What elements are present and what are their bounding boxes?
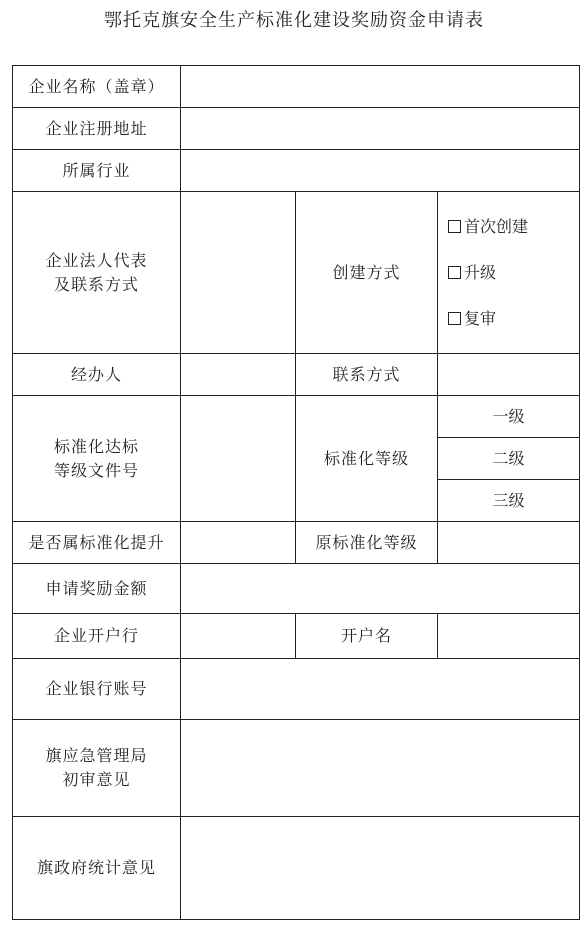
creation-method-label: 创建方式	[296, 192, 438, 354]
reward-amount-label: 申请奖励金额	[13, 564, 181, 614]
industry-label: 所属行业	[13, 150, 181, 192]
handler-field[interactable]	[181, 354, 296, 396]
handler-label: 经办人	[13, 354, 181, 396]
std-doc-label-line2: 等级文件号	[53, 460, 139, 480]
contact-field[interactable]	[438, 354, 580, 396]
row-reward	[13, 564, 580, 614]
option-first-creation-label: 首次创建	[464, 216, 529, 236]
option-first-creation[interactable]	[448, 215, 579, 239]
form-title: 鄂托克旗安全生产标准化建设奖励资金申请表	[104, 10, 484, 31]
legal-rep-field[interactable]	[181, 192, 296, 354]
account-name-label: 开户名	[296, 614, 438, 659]
checkbox-review[interactable]	[448, 312, 461, 325]
reg-address-label: 企业注册地址	[13, 108, 181, 150]
legal-rep-label	[13, 192, 181, 354]
application-form-table	[12, 65, 580, 920]
option-review[interactable]	[448, 307, 579, 331]
orig-level-label: 原标准化等级	[296, 522, 438, 564]
company-name-label: 企业名称（盖章）	[13, 66, 181, 108]
emergency-label-line2: 初审意见	[62, 770, 131, 789]
option-review-label: 复审	[464, 308, 497, 328]
row-handler	[13, 354, 580, 396]
row-upgrade	[13, 522, 580, 564]
emergency-label-line1: 旗应急管理局	[45, 746, 148, 765]
std-doc-label	[13, 396, 181, 522]
company-name-field[interactable]	[181, 66, 580, 108]
bank-field[interactable]	[181, 614, 296, 659]
bank-account-field[interactable]	[181, 659, 580, 720]
reg-address-field[interactable]	[181, 108, 580, 150]
option-upgrade[interactable]	[448, 261, 579, 285]
level-second[interactable]: 二级	[438, 438, 580, 480]
row-legal-rep	[13, 192, 580, 354]
row-bank	[13, 614, 580, 659]
checkbox-upgrade[interactable]	[448, 266, 461, 279]
row-industry	[13, 150, 580, 192]
bank-label: 企业开户行	[13, 614, 181, 659]
row-reg-address	[13, 108, 580, 150]
contact-label: 联系方式	[296, 354, 438, 396]
account-name-field[interactable]	[438, 614, 580, 659]
row-bank-account	[13, 659, 580, 720]
std-doc-label-line1: 标准化达标	[53, 436, 139, 456]
level-first[interactable]: 一级	[438, 396, 580, 438]
level-third[interactable]: 三级	[438, 480, 580, 522]
government-opinion-label: 旗政府统计意见	[13, 817, 181, 920]
row-company-name	[13, 66, 580, 108]
std-doc-field[interactable]	[181, 396, 296, 522]
reward-amount-field[interactable]	[181, 564, 580, 614]
option-upgrade-label: 升级	[464, 262, 497, 282]
row-emergency	[13, 720, 580, 817]
legal-rep-label-line2: 及联系方式	[53, 274, 139, 294]
orig-level-field[interactable]	[438, 522, 580, 564]
std-level-label: 标准化等级	[296, 396, 438, 522]
creation-method-options	[438, 192, 580, 354]
checkbox-first-creation[interactable]	[448, 220, 461, 233]
emergency-opinion-field[interactable]	[181, 720, 580, 817]
is-upgrade-label: 是否属标准化提升	[13, 522, 181, 564]
industry-field[interactable]	[181, 150, 580, 192]
emergency-opinion-label	[13, 720, 181, 817]
is-upgrade-field[interactable]	[181, 522, 296, 564]
legal-rep-label-line1: 企业法人代表	[45, 250, 148, 270]
row-government	[13, 817, 580, 920]
bank-account-label: 企业银行账号	[13, 659, 181, 720]
row-std-level-1	[13, 396, 580, 438]
government-opinion-field[interactable]	[181, 817, 580, 920]
